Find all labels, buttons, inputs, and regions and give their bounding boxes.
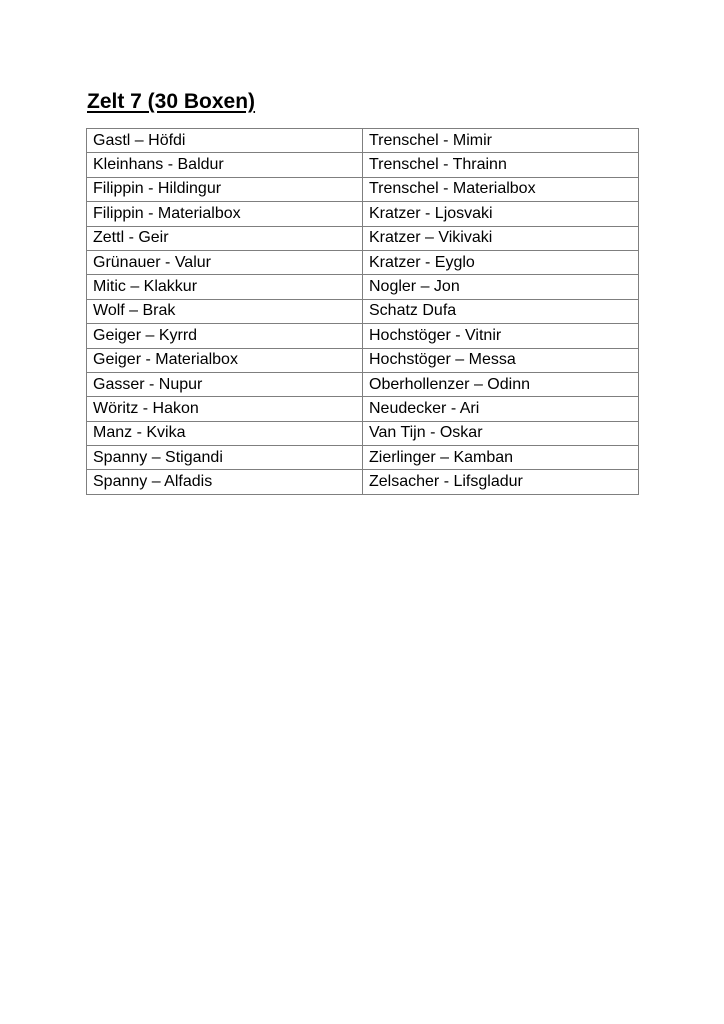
table-cell-right: Kratzer - Eyglo [363,250,639,274]
table-cell-right: Hochstöger - Vitnir [363,324,639,348]
table-row [87,470,639,494]
table-cell-left: Wöritz - Hakon [87,397,363,421]
table-row [87,226,639,250]
table-cell-left: Manz - Kvika [87,421,363,445]
table-cell-right: Schatz Dufa [363,299,639,323]
table-cell-right: Van Tijn - Oskar [363,421,639,445]
table-cell-right: Trenschel - Materialbox [363,177,639,201]
table-body [87,129,639,495]
table-row [87,129,639,153]
table-row [87,250,639,274]
table-cell-left: Wolf – Brak [87,299,363,323]
table-cell-left: Grünauer - Valur [87,250,363,274]
table-cell-left: Zettl - Geir [87,226,363,250]
table-cell-left: Gasser - Nupur [87,372,363,396]
table-row [87,397,639,421]
table-cell-left: Spanny – Stigandi [87,446,363,470]
box-assignment-table [86,128,639,495]
table-row [87,202,639,226]
table-cell-right: Hochstöger – Messa [363,348,639,372]
table-cell-right: Zelsacher - Lifsgladur [363,470,639,494]
table-row [87,372,639,396]
table-row [87,177,639,201]
table-row [87,299,639,323]
table-cell-right: Trenschel - Thrainn [363,153,639,177]
table-row [87,446,639,470]
table-cell-right: Nogler – Jon [363,275,639,299]
table-cell-right: Zierlinger – Kamban [363,446,639,470]
table-cell-right: Oberhollenzer – Odinn [363,372,639,396]
table-cell-left: Spanny – Alfadis [87,470,363,494]
table-row [87,421,639,445]
table-cell-left: Mitic – Klakkur [87,275,363,299]
table-row [87,348,639,372]
table-cell-left: Filippin - Hildingur [87,177,363,201]
table-cell-right: Neudecker - Ari [363,397,639,421]
table-cell-right: Trenschel - Mimir [363,129,639,153]
table-row [87,275,639,299]
table-cell-right: Kratzer – Vikivaki [363,226,639,250]
table-cell-left: Filippin - Materialbox [87,202,363,226]
table-cell-left: Gastl – Höfdi [87,129,363,153]
table-cell-left: Geiger - Materialbox [87,348,363,372]
table-cell-left: Kleinhans - Baldur [87,153,363,177]
page-heading: Zelt 7 (30 Boxen) [87,90,256,113]
table-row [87,153,639,177]
table-cell-right: Kratzer - Ljosvaki [363,202,639,226]
table-row [87,324,639,348]
table-cell-left: Geiger – Kyrrd [87,324,363,348]
